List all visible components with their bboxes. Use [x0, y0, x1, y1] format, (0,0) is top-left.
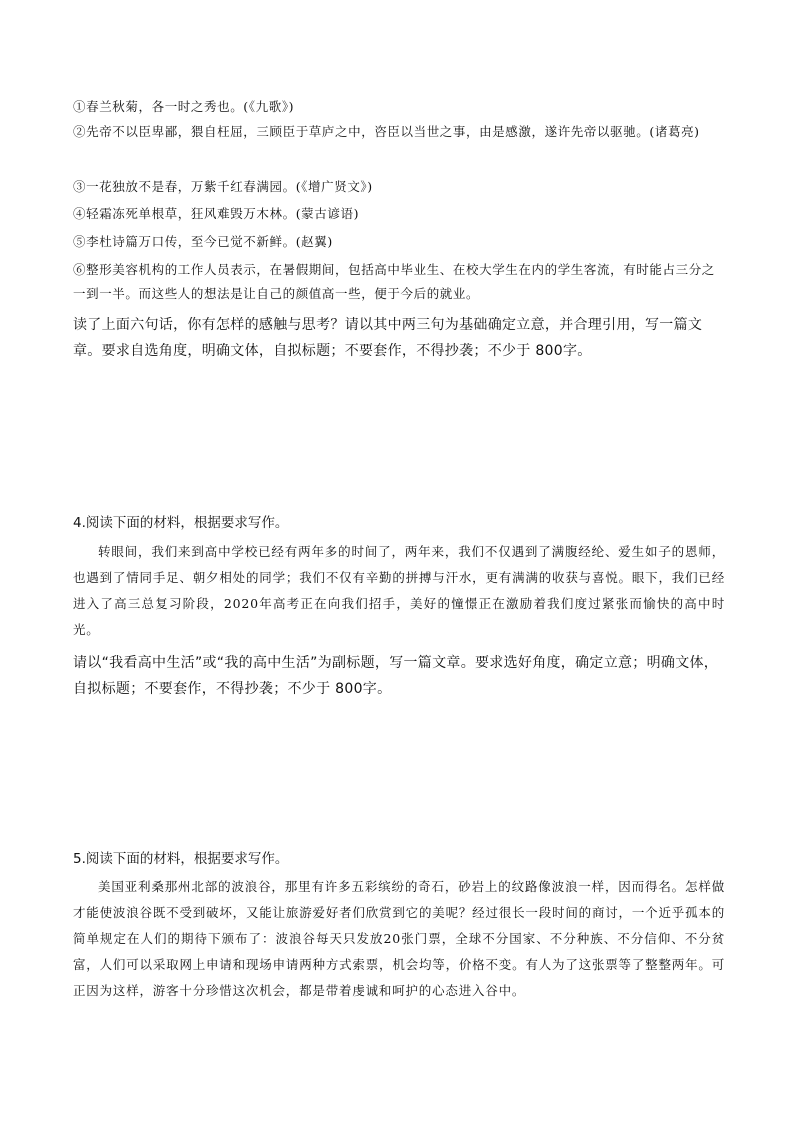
section5-heading: 5.阅读下面的材料，根据要求写作。 — [73, 851, 289, 867]
quote-3: ③一花独放不是春，万紫千红春满园。(《增广贤文》) — [73, 179, 373, 194]
quote-4: ④轻霜冻死单根草，狂风难毁万木林。(蒙古谚语) — [73, 206, 360, 221]
section4-heading: 4.阅读下面的材料，根据要求写作。 — [73, 515, 289, 531]
quote-1: ①春兰秋菊，各一时之秀也。(《九歌》) — [73, 99, 295, 114]
section4-prompt: 请以“我看高中生活”或“我的高中生活”为副标题，写一篇文章。要求选好角度，确定立意；明确文体，自拟标题；不要套作，不得抄袭；不少于 800字。 — [73, 655, 719, 697]
quote-6: ⑥整形美容机构的工作人员表示，在暑假期间，包括高中毕业生、在校大学生在内的学生客流，有时能占三分之一到一半。而这些人的想法是让自己的颜值高一些，便于今后的就业。 — [73, 262, 715, 301]
section5-material: 美国亚利桑那州北部的波浪谷，那里有许多五彩缤纷的奇石，砂岩上的纹路像波浪一样，因而得名。怎样做才能使波浪谷既不受到破坏，又能让旅游爱好者们欣赏到它的美呢？经过很长一段时间的商讨，一个近乎孤本的简单规定在人们的期待下颁布了：波浪谷每天只发放20张门票，全球不分国家、不分种族、不分信仰、不分贫富，人们可以采取网上申请和现场申请两种方式索票，机会均等，价格不变。有人为了这张票等了整整两年。可正因为这样，游客十分珍惜这次机会，都是带着虔诚和呵护的心态进入谷中。 — [73, 879, 725, 998]
quote-5: ⑤李杜诗篇万口传，至今已觉不新鲜。(赵翼) — [73, 234, 333, 249]
section3-prompt: 读了上面六句话，你有怎样的感触与思考？请以其中两三句为基础确定立意，并合理引用，写一篇文章。要求自选角度，明确文体，自拟标题；不要套作，不得抄袭；不少于 800字。 — [73, 317, 703, 359]
quote-2: ②先帝不以臣卑鄙，猥自枉屈，三顾臣于草庐之中，咨臣以当世之事，由是感激，遂许先帝以驱驰。(诸葛亮) — [73, 124, 700, 139]
section4-material: 转眼间，我们来到高中学校已经有两年多的时间了，两年来，我们不仅遇到了满腹经纶、爱生如子的恩师，也遇到了情同手足、朝夕相处的同学；我们不仅有辛勤的拼搏与汗水，更有满满的收获与喜悦。眼下，我们已经进入了高三总复习阶段，2020年高考正在向我们招手，美好的憧憬正在激励着我们度过紧张而愉快的高中时光。 — [73, 544, 725, 637]
